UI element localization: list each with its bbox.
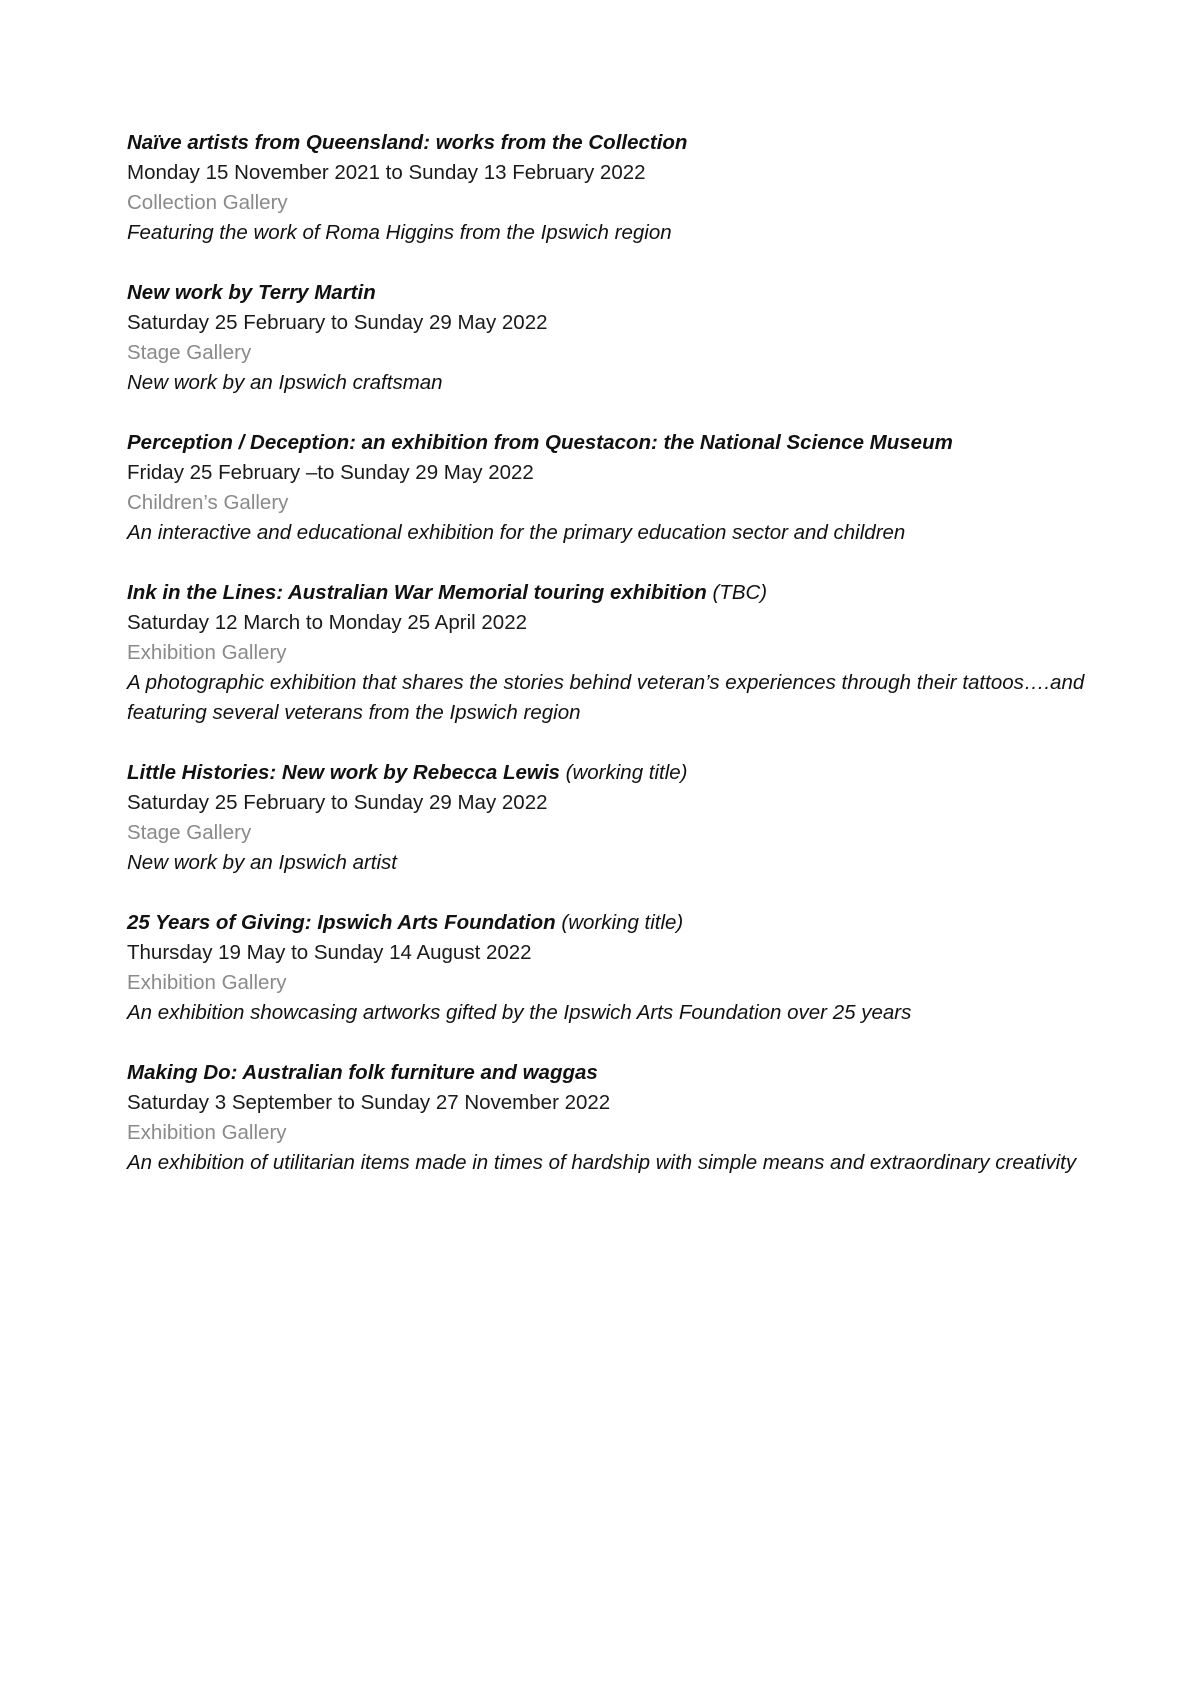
exhibition-dates: Saturday 25 February to Sunday 29 May 2022 (127, 791, 548, 814)
exhibition-dates: Friday 25 February –to Sunday 29 May 2022 (127, 461, 534, 484)
exhibition-title: Naïve artists from Queensland: works from the Collection (127, 131, 688, 154)
exhibition-list (127, 128, 1087, 1208)
exhibition-title: New work by Terry Martin (127, 281, 376, 304)
exhibition-entry (127, 1058, 1087, 1178)
title-note: (TBC) (712, 581, 768, 604)
exhibition-title: Perception / Deception: an exhibition from Questacon: the National Science Museum (127, 431, 953, 454)
exhibition-entry (127, 128, 1087, 248)
exhibition-venue: Stage Gallery (127, 821, 252, 844)
exhibition-title: Making Do: Australian folk furniture and waggas (127, 1061, 598, 1084)
exhibition-dates: Saturday 25 February to Sunday 29 May 2022 (127, 311, 548, 334)
exhibition-title: Ink in the Lines: Australian War Memorial touring exhibition (TBC) (127, 581, 768, 604)
exhibition-entry (127, 428, 1087, 548)
exhibition-dates: Thursday 19 May to Sunday 14 August 2022 (127, 941, 532, 964)
exhibition-title: 25 Years of Giving: Ipswich Arts Foundation (working title) (127, 911, 684, 934)
exhibition-description: An exhibition of utilitarian items made in times of hardship with simple means and extraordinary creativity (127, 1151, 1077, 1174)
exhibition-venue: Exhibition Gallery (127, 971, 287, 994)
exhibition-description: New work by an Ipswich craftsman (127, 371, 443, 394)
exhibition-entry (127, 758, 1087, 878)
exhibition-entry (127, 278, 1087, 398)
exhibition-venue: Exhibition Gallery (127, 1121, 287, 1144)
exhibition-title: Little Histories: New work by Rebecca Lewis (working title) (127, 761, 688, 784)
exhibition-venue: Exhibition Gallery (127, 641, 287, 664)
exhibition-entry (127, 908, 1087, 1028)
exhibition-description: Featuring the work of Roma Higgins from the Ipswich region (127, 221, 672, 244)
exhibition-dates: Saturday 12 March to Monday 25 April 2022 (127, 611, 527, 634)
exhibition-description: New work by an Ipswich artist (127, 851, 398, 874)
exhibition-venue: Stage Gallery (127, 341, 252, 364)
title-note: (working title) (561, 911, 684, 934)
title-note: (working title) (565, 761, 688, 784)
exhibition-dates: Monday 15 November 2021 to Sunday 13 February 2022 (127, 161, 646, 184)
exhibition-description: A photographic exhibition that shares the stories behind veteran’s experiences through their tattoos….and featuring several veterans from the Ipswich region (127, 671, 1085, 724)
exhibition-entry (127, 578, 1087, 728)
exhibition-description: An exhibition showcasing artworks gifted by the Ipswich Arts Foundation over 25 years (127, 1001, 912, 1024)
exhibition-description: An interactive and educational exhibition for the primary education sector and children (127, 521, 906, 544)
exhibition-venue: Children’s Gallery (127, 491, 289, 514)
exhibition-dates: Saturday 3 September to Sunday 27 November 2022 (127, 1091, 611, 1114)
exhibition-venue: Collection Gallery (127, 191, 288, 214)
